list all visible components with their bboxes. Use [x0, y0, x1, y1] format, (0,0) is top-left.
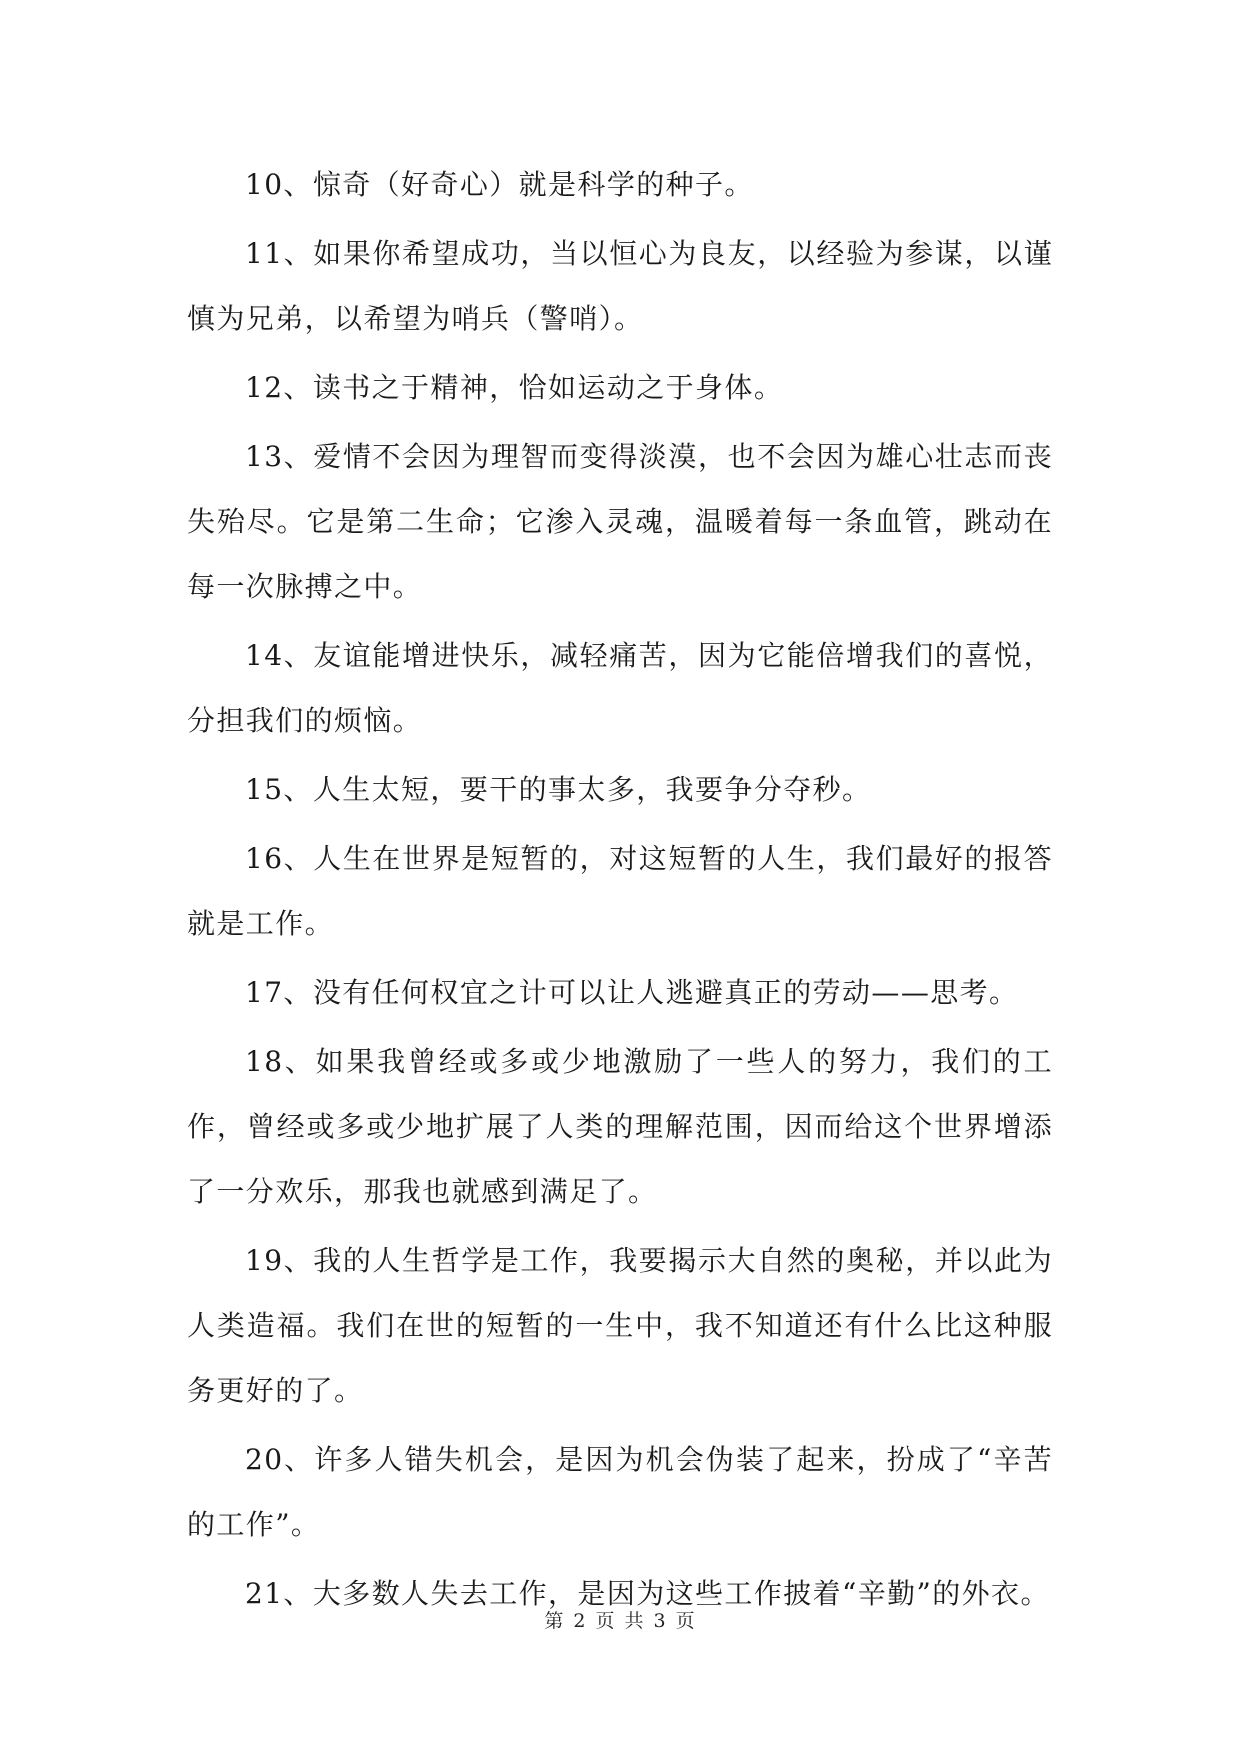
page-number-footer: 第 2 页 共 3 页 [544, 1610, 697, 1632]
paragraph-17: 17、没有任何权宜之计可以让人逃避真正的劳动——思考。 [245, 976, 1019, 1009]
paragraph-15: 15、人生太短，要干的事太多，我要争分夺秒。 [245, 773, 872, 806]
paragraph-12: 12、读书之于精神，恰如运动之于身体。 [245, 371, 784, 404]
paragraph-21: 21、大多数人失去工作，是因为这些工作披着“辛勤”的外衣。 [245, 1577, 1050, 1610]
paragraph-11: 11、如果你希望成功，当以恒心为良友，以经验为参谋，以谨慎为兄弟，以希望为哨兵（警哨）。 [187, 237, 1053, 335]
paragraph-18: 18、如果我曾经或多或少地激励了一些人的努力，我们的工作，曾经或多或少地扩展了人类的理解范围，因而给这个世界增添了一分欢乐，那我也就感到满足了。 [187, 1045, 1053, 1208]
paragraph-19: 19、我的人生哲学是工作，我要揭示大自然的奥秘，并以此为人类造福。我们在世的短暂的一生中，我不知道还有什么比这种服务更好的了。 [187, 1244, 1053, 1407]
paragraph-13: 13、爱情不会因为理智而变得淡漠，也不会因为雄心壮志而丧失殆尽。它是第二生命；它渗入灵魂，温暖着每一条血管，跳动在每一次脉搏之中。 [187, 440, 1053, 603]
document-body [187, 152, 1053, 1630]
paragraph-10: 10、惊奇（好奇心）就是科学的种子。 [245, 168, 754, 201]
paragraph-20: 20、许多人错失机会，是因为机会伪装了起来，扮成了“辛苦的工作”。 [187, 1443, 1053, 1541]
paragraph-14: 14、友谊能增进快乐，减轻痛苦，因为它能倍增我们的喜悦，分担我们的烦恼。 [187, 639, 1053, 737]
paragraph-16: 16、人生在世界是短暂的，对这短暂的人生，我们最好的报答就是工作。 [187, 842, 1053, 940]
